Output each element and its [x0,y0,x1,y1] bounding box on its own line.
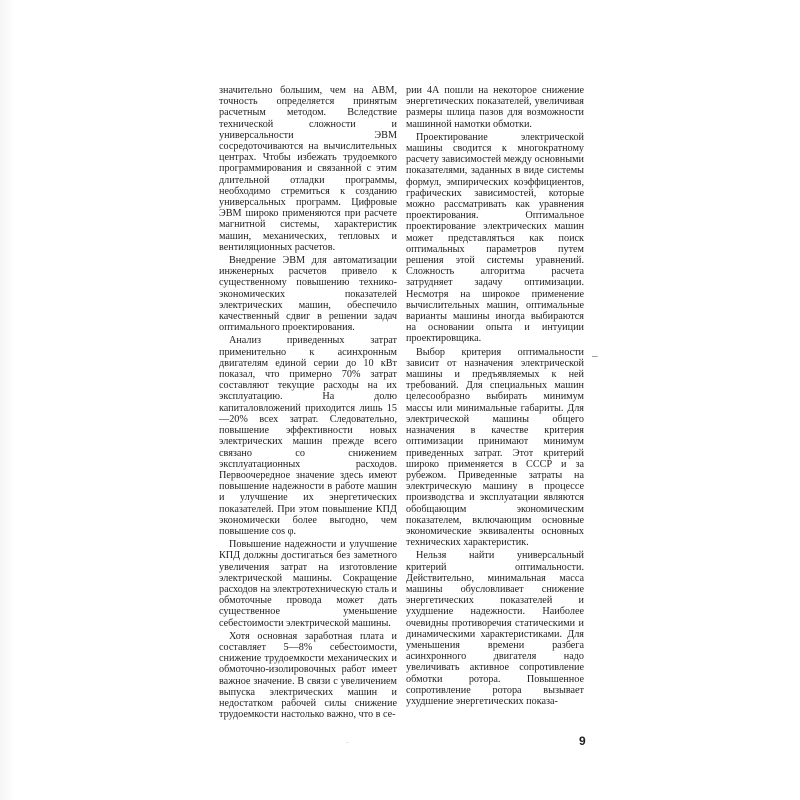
right-paragraph-1: рии 4А пошли на некоторое снижение энергетических показателей, увеличивая размеры шлица пазов для возможности машинной намотки обмотки. [406,85,584,130]
stray-print-mark: · [346,739,349,747]
page-spine-shadow [0,0,14,800]
left-paragraph-5: Хотя основная заработная плата и составляет 5—8% себестоимости, снижение трудоемкости механических и обмоточно-изолировочных работ имеет важное значение. В связи с увеличением выпуска электрических машин и недостатком рабочей силы снижение трудоемкости настолько важно, что в се- [219,630,397,721]
right-paragraph-2: Проектирование электрической машины сводится к многократному расчету зависимостей между основными показателями, заданных в виде системы формул, эмпирических коэффициентов, графических зависимостей, которые можно рассматривать как уравнения проектирования. Оптимальное проектирование электрических машин может представляться как поиск оптимальных параметров путем решения этой системы уравнений. Сложность алгоритма расчета затрудняет задачу оптимизации. Несмотря на широкое применение вычислительных машин, оптимальные варианты машины иногда выбираются на основании опыта и интуиции проектировщика. [406,131,584,345]
right-text-column [406,85,584,709]
left-paragraph-1: значительно большим, чем на АВМ, точность определяется принятым расчетным методом. Вследствие технической сложности и универсальности ЭВМ сосредоточиваются на вычислительных центрах. Чтобы избежать трудоемкого программирования и связанной с этим длительной отладки программы, необходимо стремиться к созданию универсальных программ. Цифровые ЭВМ широко применяются при расчете магнитной системы, характеристик машин, механических, тепловых и вентиляционных расчетов. [219,85,397,253]
right-paragraph-3: Выбор критерия оптимальности зависит от назначения электрической машины и предъявляемых к ней требований. Для специальных машин целесообразно выбирать минимум массы или минимальные габариты. Для электрической машины общего назначения в качестве критерия оптимизации принимают минимум приведенных затрат. Этот критерий широко применяется в СССР и за рубежом. Приведенные затраты на электрическую машину в процессе производства и эксплуатации являются обобщающим экономическим показателем, включающим основные экономические эквиваленты основных технических характеристик. [406,346,584,549]
left-paragraph-3: Анализ приведенных затрат применительно к асинхронным двигателям единой серии до 10 кВт показал, что примерно 70% затрат составляют текущие расходы на их эксплуатацию. На долю капиталовложений приходится лишь 15—20% всех затрат. Следовательно, повышение эффективности новых электрических машин прежде всего связано со снижением эксплуатационных расходов. Первоочередное значение здесь имеют повышение надежности в работе машин и улучшение их энергетических показателей. При этом повышение КПД экономически более выгодно, чем повышение cos φ. [219,335,397,537]
left-paragraph-4: Повышение надежности и улучшение КПД должны достигаться без заметного увеличения затрат на изготовление электрической машины. Сокращение расходов на электротехническую сталь и обмоточные провода может дать существенное уменьшение себестоимости электрической машины. [219,539,397,629]
page-number: 9 [579,734,586,748]
left-paragraph-2: Внедрение ЭВМ для автоматизации инженерных расчетов привело к существенному повышению технико-экономических показателей электрических машин, обеспечило качественный сдвиг в решении задач оптимального проектирования. [219,255,397,334]
right-paragraph-4: Нельзя найти универсальный критерий оптимальности. Действительно, минимальная масса машины обусловливает снижение энергетических показателей и ухудшение надежности. Наиболее очевидны противоречия статическими и динамическими характеристиками. Для уменьшения времени разбега асинхронного двигателя надо увеличивать активное сопротивление обмотки ротора. Повышенное сопротивление ротора вызывает ухудшение энергетических показа- [406,550,584,707]
left-text-column [219,85,397,722]
margin-dash-mark: – [592,350,598,362]
